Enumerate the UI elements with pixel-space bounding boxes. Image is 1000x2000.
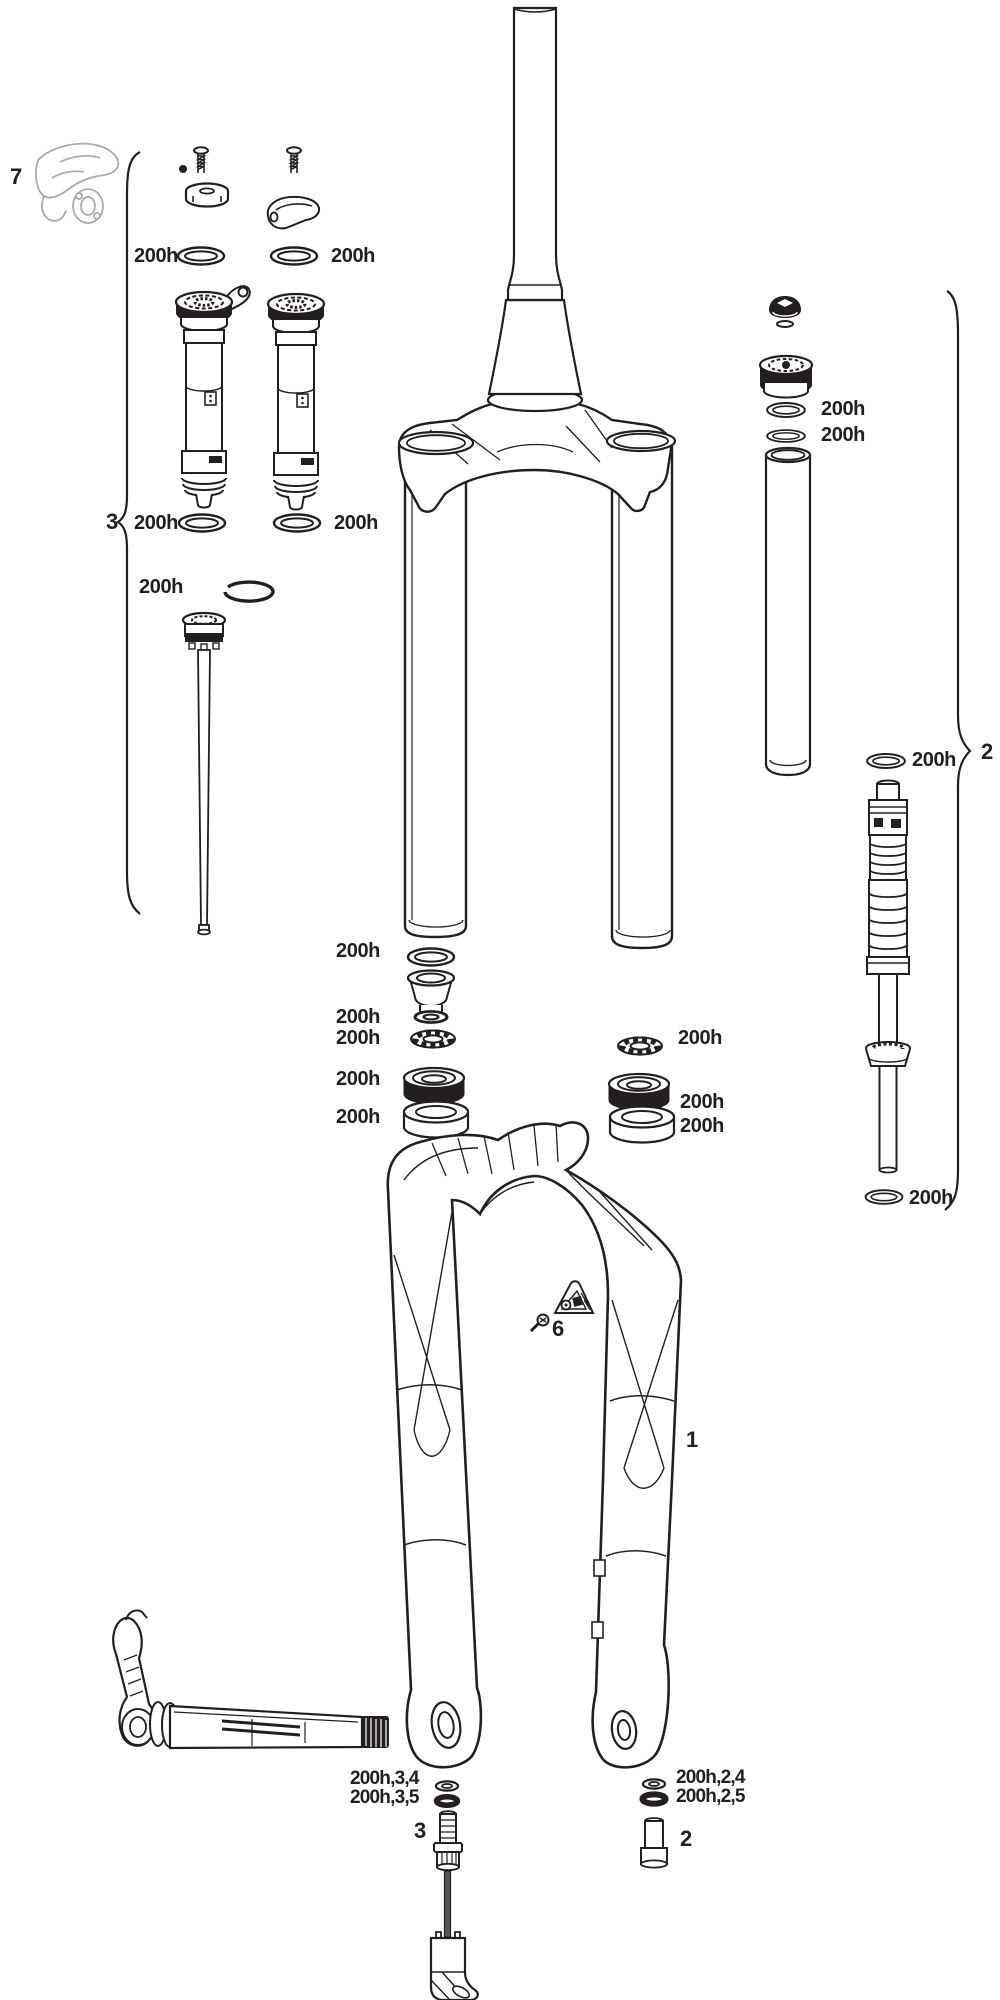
valve-oring [777,321,793,327]
foam-ring [404,1102,468,1138]
callout-200h-2-4: 200h,2,4 [676,1767,745,1788]
callout-200h-left-seal-oring: 200h [336,940,380,962]
snap-ring [225,582,273,601]
part-number-3: 3 [106,509,119,534]
crush-washer-3-4 [436,1781,458,1790]
callout-200h-right-wiper-seal: 200h [680,1091,724,1113]
rebound-knob-a [186,184,228,207]
dust-wiper-seal [404,1068,464,1104]
fork-crown [399,389,675,512]
crush-washer [618,1038,662,1055]
seal-head [408,971,454,1015]
part-number-3-bolt: 3 [414,1818,427,1843]
left-seal-stack [404,949,468,1138]
callout-200h-damper-b-crown-oring: 200h [331,245,375,267]
compression-lever-b [268,197,319,229]
damper-piston-shaft [183,613,225,934]
callout-200h-3-5: 200h,3,5 [350,1787,419,1808]
seal-washer [415,1011,447,1022]
lower-leg-casting [388,1122,681,1767]
callout-200h-damper-b-base-oring: 200h [334,512,378,534]
crush-washer [411,1031,455,1048]
callout-200h-left-foam-ring: 200h [336,1106,380,1128]
rebound-adjuster-bolt [434,1811,462,1870]
callout-200h-3-4: 200h,3,4 [350,1768,419,1789]
shaft-oring-3-5 [437,1797,458,1805]
crown-oring-b [271,248,317,265]
set-screw-a [179,165,187,173]
callout-200h-right-foam-ring: 200h [680,1115,724,1137]
part-number-6: 6 [552,1316,565,1341]
air-shaft-bottom-oring [866,1190,903,1204]
rebound-rod [445,1871,451,1937]
callout-200h-damper-a-base-oring: 200h [134,512,178,534]
air-shaft-bolt [641,1818,667,1868]
callout-200h-left-wiper-seal: 200h [336,1068,380,1090]
callout-200h-damper-a-crown-oring: 200h [134,245,178,267]
damper-shaft-hardware [431,1781,478,2000]
air-shaft-hardware [641,1779,667,1867]
knob-screw-b [287,147,301,173]
callout-200h-right-crush-washer: 200h [678,1027,722,1049]
part-number-1: 1 [686,1427,699,1452]
shaft-oring-2-5 [642,1794,665,1803]
valve-cap [769,296,801,318]
callout-200h-air-shaft-bottom-oring: 200h [909,1187,953,1209]
air-spring-shaft [866,781,910,1173]
air-cap-oring-2 [767,430,805,442]
steerer-tube [489,8,581,394]
callout-200h-air-cap-oring-1: 200h [821,398,865,420]
right-seal-stack [609,1038,674,1143]
callout-200h-left-crush-washer: 200h [336,1027,380,1049]
left-stanchion [405,443,466,937]
crown-steerer-unit [399,8,675,948]
damper-assembly-b [268,147,324,531]
crush-washer-2-4 [643,1779,665,1788]
damper-top-cap-b [268,294,324,333]
callout-200h-left-seal-washer: 200h [336,1006,380,1028]
damper-top-cap-a [176,286,250,331]
seal-head-oring [408,949,454,966]
callout-200h-air-cap-oring-2: 200h [821,424,865,446]
rebound-knob-boot [431,1932,478,2000]
damper-cartridge-b [274,332,318,510]
dust-wiper-seal [609,1074,669,1110]
axle-shaft [150,1702,389,1748]
damper-assembly-a [176,147,273,934]
part-number-2: 2 [981,739,994,764]
air-top-cap [760,356,812,398]
part-number-2-bolt: 2 [680,1826,693,1851]
axle-threads [361,1716,389,1748]
part-number-7: 7 [10,164,23,189]
air-shaft-top-oring [867,754,905,768]
right-stanchion [612,440,672,948]
fender-clip [555,1281,593,1313]
air-cap-oring-1 [767,403,805,417]
foam-ring [610,1107,674,1143]
damper-cartridge-a [182,330,226,508]
base-oring-a [179,515,225,532]
base-oring-b [274,515,320,532]
callout-200h-2-5: 200h,2,5 [676,1786,745,1807]
callout-200h-air-shaft-top-oring: 200h [912,749,956,771]
knob-screw-a [194,147,208,173]
callout-200h-snap-ring: 200h [139,576,183,598]
crown-oring-a [178,248,224,265]
upper-tube [766,448,810,775]
fender-screw [531,1315,549,1332]
thru-axle [113,1610,389,1748]
remote-lever [36,144,118,223]
